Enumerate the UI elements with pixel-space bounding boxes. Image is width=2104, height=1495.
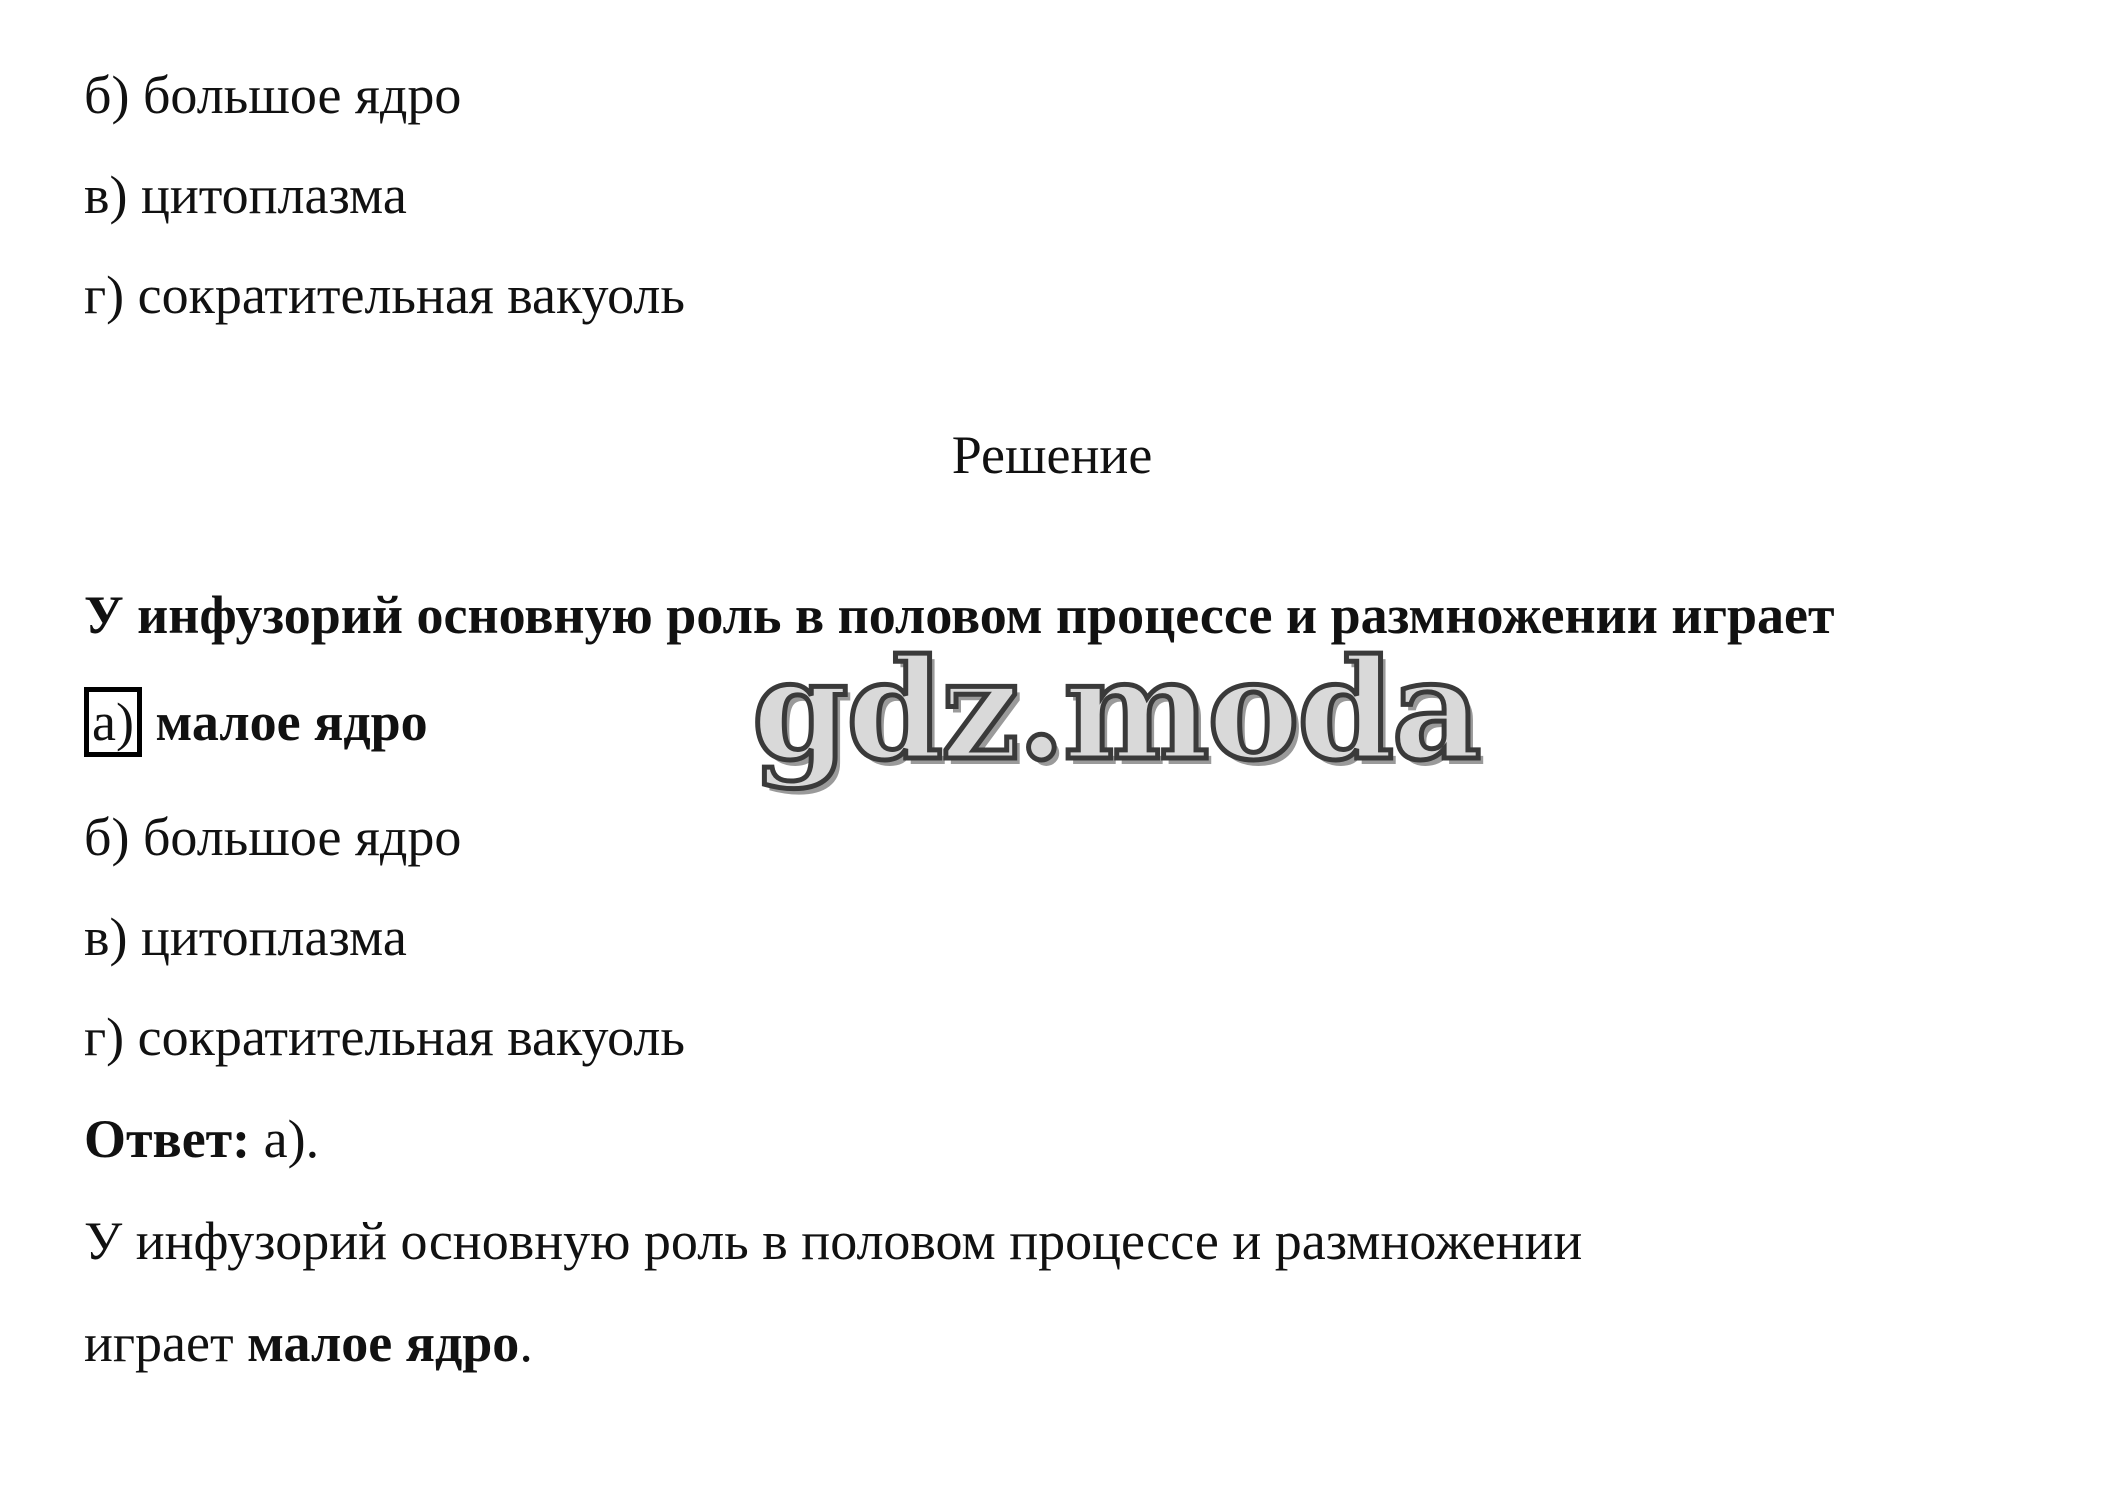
- selected-option: [84, 687, 428, 757]
- selected-option-text: малое ядро: [155, 692, 428, 752]
- answer-value: а).: [263, 1109, 320, 1169]
- answer-label: Ответ:: [84, 1109, 251, 1169]
- explanation-line-2: [84, 1311, 533, 1375]
- explanation-bold: малое ядро: [247, 1313, 520, 1373]
- option-b: б) большое ядро: [84, 807, 462, 867]
- question-text: У инфузорий основную роль в половом процессе и размножении играет: [84, 585, 1835, 645]
- explanation-suffix: .: [519, 1313, 533, 1373]
- option-g-top: г) сократительная вакуоль: [84, 265, 685, 325]
- answer-line: [84, 1107, 319, 1171]
- option-v-top: в) цитоплазма: [84, 165, 407, 225]
- option-v: в) цитоплазма: [84, 907, 407, 967]
- option-g: г) сократительная вакуоль: [84, 1007, 685, 1067]
- explanation-line-1: У инфузорий основную роль в половом процессе и размножении: [84, 1211, 1583, 1271]
- solution-heading: Решение: [951, 425, 1153, 485]
- explanation-prefix: играет: [84, 1313, 248, 1373]
- selected-option-letter: а): [84, 687, 142, 757]
- option-b-top: б) большое ядро: [84, 65, 462, 125]
- watermark-logo: gdz.moda: [752, 628, 1480, 791]
